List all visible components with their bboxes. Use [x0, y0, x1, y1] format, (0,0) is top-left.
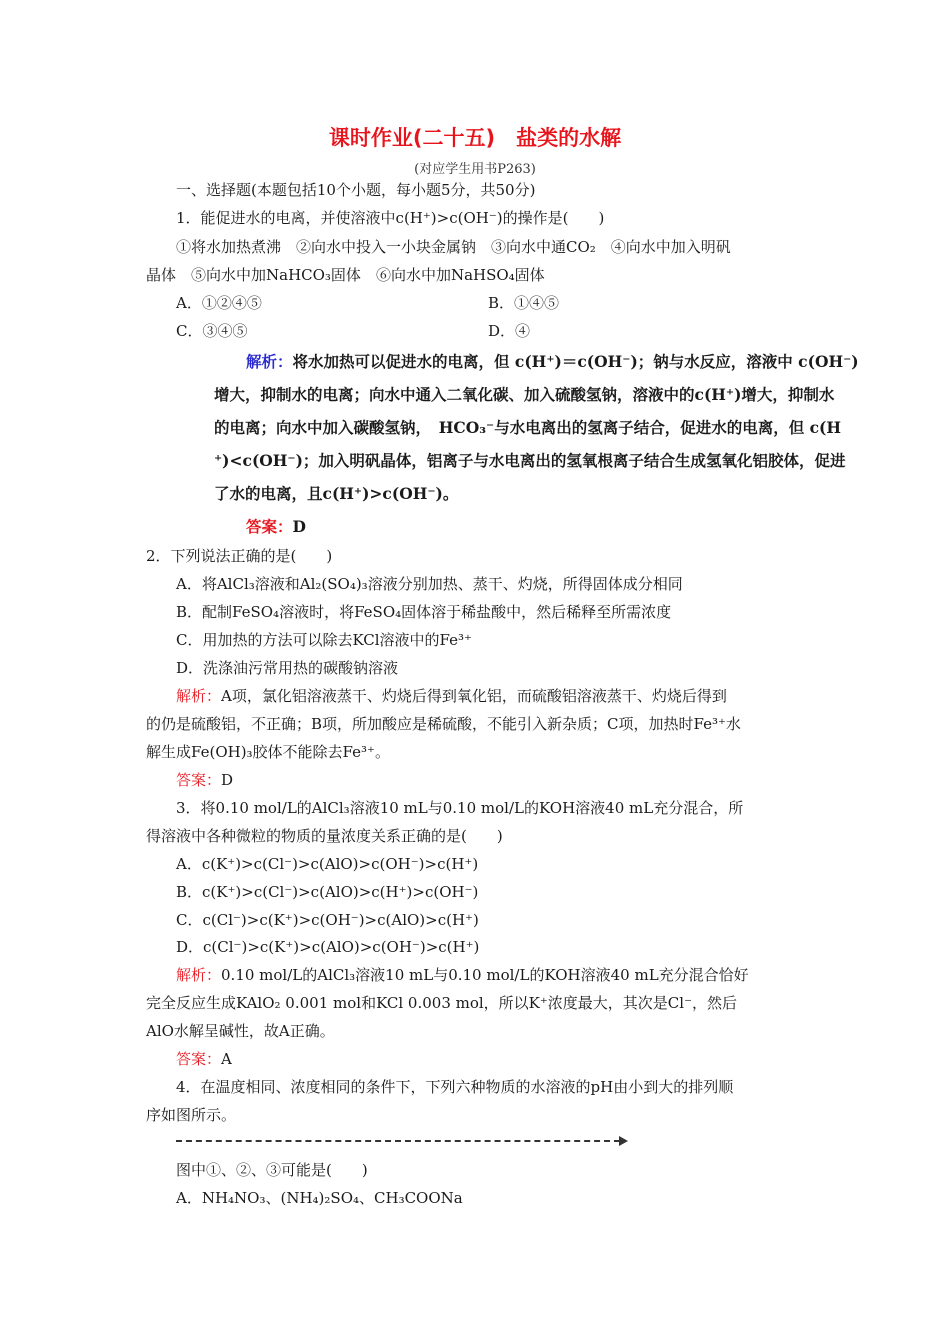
ph-arrow-head-icon [619, 1136, 628, 1146]
q4-stem-line2: 序如图所示。 [146, 1106, 237, 1124]
q2-stem: 2．下列说法正确的是( ) [146, 547, 333, 565]
q1-analysis-line1 [246, 352, 859, 372]
page-subtitle: (对应学生用书P263) [414, 162, 536, 177]
q2-answer [176, 770, 233, 790]
q3-analysis-line1 [176, 965, 749, 985]
ph-order-arrow [176, 1136, 628, 1146]
q3-analysis-label: 解析： [176, 966, 222, 984]
section-heading: 一、选择题(本题包括10个小题，每小题5分，共50分) [176, 181, 536, 199]
q3-stem-line2: 得溶液中各种微粒的物质的量浓度关系正确的是( ) [146, 827, 503, 845]
q3-analysis-line3: AlO水解呈碱性，故A正确。 [146, 1022, 335, 1040]
page-title: 课时作业(二十五) 盐类的水解 [328, 126, 622, 150]
q2-answer-label: 答案： [176, 771, 222, 789]
q4-question: 图中①、②、③可能是( ) [176, 1161, 368, 1179]
q2-option-c: C．用加热的方法可以除去KCl溶液中的Fe³⁺ [176, 631, 472, 649]
q1-analysis-line5: 了水的电离，且c(H⁺)>c(OH⁻)。 [214, 484, 459, 503]
q3-analysis-line2: 完全反应生成KAlO₂ 0.001 mol和KCl 0.003 mol，所以K⁺浓度最大，其次是Cl⁻，然后 [146, 994, 737, 1012]
q1-analysis-line3: 的电离；向水中加入碳酸氢钠， HCO₃⁻与水电离出的氢离子结合，促进水的电离，但 c(H [214, 418, 842, 437]
q3-answer-value: A [221, 1050, 232, 1068]
q1-items-line1: ①将水加热煮沸 ②向水中投入一小块金属钠 ③向水中通CO₂ ④向水中加入明矾 [176, 238, 731, 256]
q1-option-d: D．④ [488, 322, 531, 340]
q1-option-c: C．③④⑤ [176, 322, 248, 340]
q3-option-b: B．c(K⁺)>c(Cl⁻)>c(AlO)>c(H⁺)>c(OH⁻) [176, 883, 479, 901]
ph-arrow-line [176, 1140, 620, 1142]
q1-answer [246, 517, 306, 537]
q1-stem: 1．能促进水的电离，并使溶液中c(H⁺)>c(OH⁻)的操作是( ) [176, 209, 605, 227]
q1-analysis-text1: 将水加热可以促进水的电离，但 c(H⁺)＝c(OH⁻)；钠与水反应，溶液中 c(OH⁻) [292, 352, 859, 371]
q2-analysis-line3: 解生成Fe(OH)₃胶体不能除去Fe³⁺。 [146, 743, 390, 761]
q4-stem-line1: 4．在温度相同、浓度相同的条件下，下列六种物质的水溶液的pH由小到大的排列顺 [176, 1078, 734, 1096]
q3-stem-line1: 3．将0.10 mol/L的AlCl₃溶液10 mL与0.10 mol/L的KOH溶液40 mL充分混合，所 [176, 799, 744, 817]
q2-analysis-label: 解析： [176, 687, 222, 705]
q1-answer-label: 答案： [246, 517, 293, 536]
q3-answer [176, 1049, 232, 1069]
q1-analysis-line4: ⁺)<c(OH⁻)；加入明矾晶体，铝离子与水电离出的氢氧根离子结合生成氢氧化铝胶体，促进 [214, 451, 846, 470]
q2-analysis-text1: A项，氯化铝溶液蒸干、灼烧后得到氧化铝，而硫酸铝溶液蒸干、灼烧后得到 [221, 687, 727, 705]
q3-option-c: C．c(Cl⁻)>c(K⁺)>c(OH⁻)>c(AlO)>c(H⁺) [176, 911, 479, 929]
q1-option-b: B．①④⑤ [488, 294, 560, 312]
q2-analysis-line1 [176, 686, 727, 706]
q3-analysis-text1: 0.10 mol/L的AlCl₃溶液10 mL与0.10 mol/L的KOH溶液40 mL充分混合恰好 [221, 966, 749, 984]
q3-answer-label: 答案： [176, 1050, 222, 1068]
q2-option-d: D．洗涤油污常用热的碳酸钠溶液 [176, 659, 399, 677]
q1-answer-value: D [292, 517, 306, 536]
q3-option-a: A．c(K⁺)>c(Cl⁻)>c(AlO)>c(OH⁻)>c(H⁺) [176, 855, 479, 873]
q1-analysis-line2: 增大，抑制水的电离；向水中通入二氧化碳、加入硫酸氢钠，溶液中的c(H⁺)增大，抑制水 [214, 385, 835, 404]
q1-items-line2: 晶体 ⑤向水中加NaHCO₃固体 ⑥向水中加NaHSO₄固体 [146, 266, 545, 284]
q2-option-a: A．将AlCl₃溶液和Al₂(SO₄)₃溶液分别加热、蒸干、灼烧，所得固体成分相同 [176, 575, 683, 593]
q1-analysis-label: 解析： [246, 352, 293, 371]
q1-option-a: A．①②④⑤ [176, 294, 262, 312]
q2-analysis-line2: 的仍是硫酸铝，不正确；B项，所加酸应是稀硫酸，不能引入新杂质；C项，加热时Fe³⁺水 [146, 715, 741, 733]
q2-answer-value: D [221, 771, 234, 789]
q4-option-a: A．NH₄NO₃、(NH₄)₂SO₄、CH₃COONa [176, 1189, 463, 1207]
q2-option-b: B．配制FeSO₄溶液时，将FeSO₄固体溶于稀盐酸中，然后稀释至所需浓度 [176, 603, 672, 621]
q3-option-d: D．c(Cl⁻)>c(K⁺)>c(AlO)>c(OH⁻)>c(H⁺) [176, 938, 480, 956]
